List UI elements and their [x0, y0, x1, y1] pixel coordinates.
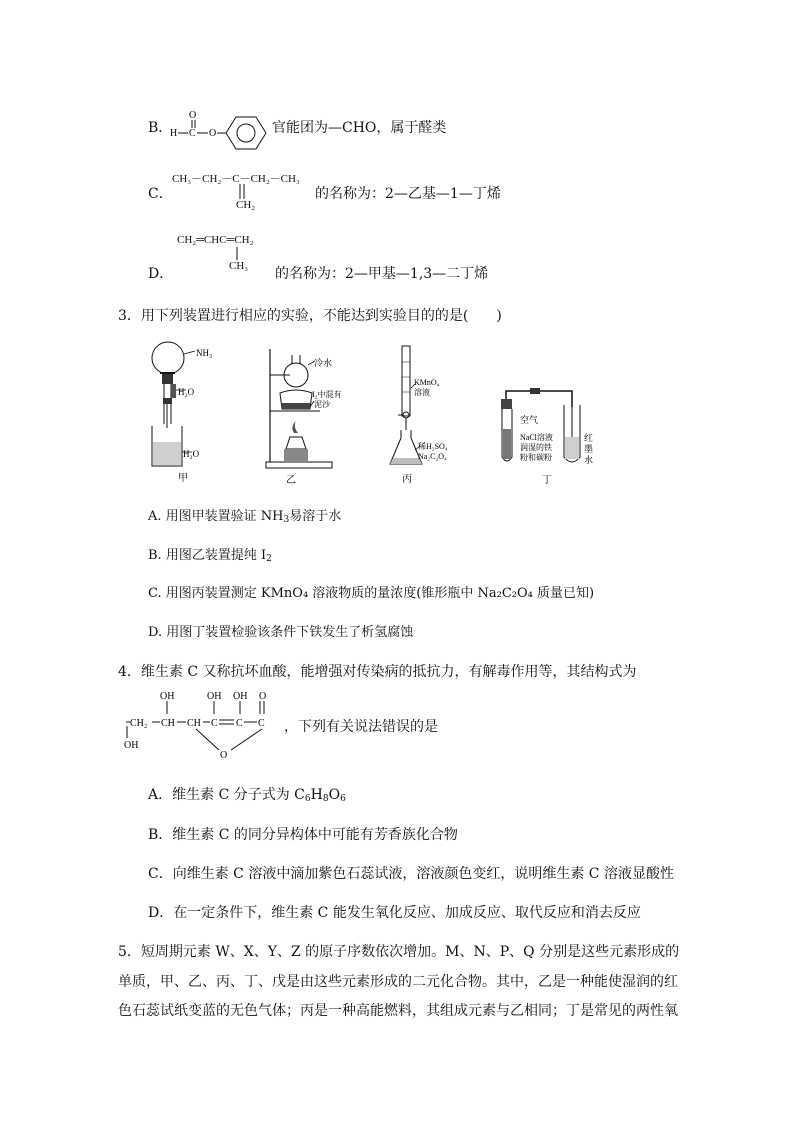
- q4-option-d-label: D．: [148, 905, 174, 921]
- q4-option-d-text: 在一定条件下，维生素 C 能发生氧化反应、加成反应、取代反应和消去反应: [173, 905, 641, 921]
- ding-ink-black: 墨: [584, 444, 594, 454]
- q4-structure-tail: ，下列有关说法错误的是: [284, 719, 438, 735]
- apparatus-jia: [140, 338, 230, 483]
- q2-option-c-main-chain: CH₃－CH₂－C－CH₂－CH₃: [172, 173, 300, 185]
- formula-h: H: [170, 128, 178, 139]
- vc-c-enol-2: C: [236, 718, 243, 729]
- bing-na2c2o4: Na₂C₂O₄: [418, 452, 447, 461]
- q3-option-a-text-pre: 用图甲装置验证 NH: [165, 509, 284, 524]
- q4-option-b-label: B．: [148, 827, 173, 843]
- q2-option-d-branch: CH₃: [229, 260, 249, 272]
- q5-line-3: 色石蕊试纸变蓝的无色气体；丙是一种高能燃料，其组成元素与乙相同；丁是常见的两性氧: [118, 1003, 678, 1019]
- ding-iron: 润湿的铁: [520, 443, 552, 452]
- q4-o: O: [328, 787, 341, 803]
- q3-option-c: [148, 584, 594, 604]
- apparatus-yi: [258, 345, 358, 490]
- vc-o-ring: O: [220, 750, 228, 758]
- q3-option-b-label: B.: [148, 548, 162, 563]
- q3-option-d: [148, 623, 413, 643]
- bing-h2so4: 稀H₂SO₄: [418, 442, 448, 451]
- apparatus-ding: [492, 385, 602, 535]
- bing-kmno4: KMnO₄: [414, 378, 440, 387]
- q3-option-b-text-pre: 用图乙装置提纯 I: [165, 548, 267, 563]
- q3-stem: 3．用下列装置进行相应的实验，不能达到实验目的的是( ): [118, 308, 502, 324]
- q4-option-a-label: A．: [148, 787, 173, 803]
- vc-ring-ch: CH: [187, 718, 201, 729]
- q5-line-1: 5．短周期元素 W、X、Y、Z 的原子序数依次增加。M、N、P、Q 分别是这些元素形成的: [118, 944, 680, 960]
- q4-option-d: [148, 903, 641, 923]
- q5-line-2: 单质，甲、乙、丙、丁、戊是由这些元素形成的二元化合物。其中，乙是一种能使湿润的红: [118, 974, 678, 990]
- q2-option-d-label: D．: [148, 266, 174, 282]
- vc-ch: CH: [161, 718, 175, 729]
- vc-ch2: CH₂: [130, 718, 148, 729]
- bing-caption: 丙: [402, 474, 412, 485]
- q3-option-c-label: C.: [148, 586, 162, 601]
- q3-option-a-label: A.: [148, 509, 162, 524]
- jia-caption: 甲: [178, 473, 188, 483]
- double-bond-c: [237, 184, 247, 200]
- yi-caption: 乙: [286, 475, 296, 486]
- yi-sample-line2: 泥沙: [314, 400, 330, 409]
- bing-kmno4-solution: 溶液: [414, 388, 430, 397]
- vc-oh-4: OH: [124, 740, 139, 751]
- yi-sample-line1: I₂中混有: [312, 390, 342, 399]
- formula-o-top: O: [189, 110, 197, 121]
- q3-option-a-sub: 3: [283, 515, 290, 525]
- jia-nh3-label: NH₃: [196, 348, 213, 358]
- yi-cold-water: 冷水: [314, 358, 333, 368]
- vc-c-carbonyl: C: [258, 718, 265, 729]
- q2-option-b-text: [272, 118, 446, 138]
- q4-stem: 4．维生素 C 又称抗坏血酸，能增强对传染病的抵抗力，有解毒作用等，其结构式为: [118, 664, 637, 680]
- q3-option-d-text: 用图丁装置检验该条件下铁发生了析氢腐蚀: [166, 625, 414, 640]
- q2-option-b-label: B．: [148, 120, 173, 136]
- q3-option-b: [148, 546, 272, 566]
- ester-structure-b: [166, 106, 272, 150]
- benzene-ring: [226, 117, 266, 149]
- q3-option-a: [148, 507, 341, 527]
- apparatus-bing: [382, 342, 482, 487]
- jia-beaker-h2o: H₂O: [183, 449, 200, 459]
- q3-option-d-label: D.: [148, 625, 163, 640]
- q4-option-b: [148, 825, 458, 845]
- methyl-bond-d: [232, 247, 242, 261]
- vc-oh-1: OH: [160, 691, 175, 702]
- ding-ink-red: 红: [584, 433, 594, 443]
- vitamin-c-structure: [124, 686, 284, 758]
- jia-dropper-h2o: H₂O: [178, 387, 195, 397]
- q2-option-d-text: 的名称为：2—甲基—1,3—二丁烯: [275, 266, 489, 282]
- vc-c-enol-1: C: [211, 718, 218, 729]
- formula-c: C: [189, 128, 196, 139]
- ding-air: 空气: [520, 415, 539, 425]
- q4-sub-3: 6: [340, 794, 346, 804]
- q4-option-a-pre: 维生素 C 分子式为 C: [172, 787, 305, 803]
- q4-option-c-text: 向维生素 C 溶液中滴加紫色石蕊试液，溶液颜色变红，说明维生素 C 溶液显酸性: [172, 866, 674, 882]
- q2-option-c-branch: CH₂: [236, 199, 256, 211]
- ding-ink-water: 水: [584, 455, 594, 465]
- q4-option-c: [148, 864, 674, 884]
- ding-carbon: 粉和碳粉: [520, 453, 552, 462]
- q3-option-a-text-post: 易溶于水: [289, 509, 342, 524]
- q4-sub-2: 8: [322, 794, 329, 804]
- q2-option-c-label: C．: [148, 186, 173, 202]
- vc-oh-3: OH: [233, 691, 248, 702]
- formula-o-ether: O: [209, 128, 217, 139]
- vc-o-carbonyl: O: [259, 691, 267, 702]
- q4-h: H: [310, 787, 323, 803]
- ding-nacl: NaCl溶液: [520, 433, 553, 442]
- q4-sub-1: 6: [304, 794, 311, 804]
- q4-option-b-text: 维生素 C 的同分异构体中可能有芳香族化合物: [172, 827, 458, 843]
- ding-caption: 丁: [542, 475, 552, 486]
- q4-option-c-label: C．: [148, 866, 173, 882]
- q2-option-d-main-chain: CH₂═CHC═CH₂: [177, 234, 254, 246]
- q3-option-b-sub: 2: [266, 554, 272, 564]
- q2-option-c-text: 的名称为：2—乙基—1—丁烯: [315, 186, 501, 202]
- vc-oh-2: OH: [207, 691, 222, 702]
- q4-option-a: [148, 785, 346, 805]
- q3-option-c-text: 用图丙装置测定 KMnO₄ 溶液物质的量浓度(锥形瓶中 Na₂C₂O₄ 质量已知): [165, 586, 595, 601]
- q2-option-b-desc: 官能团为—CHO，属于醛类: [272, 120, 447, 136]
